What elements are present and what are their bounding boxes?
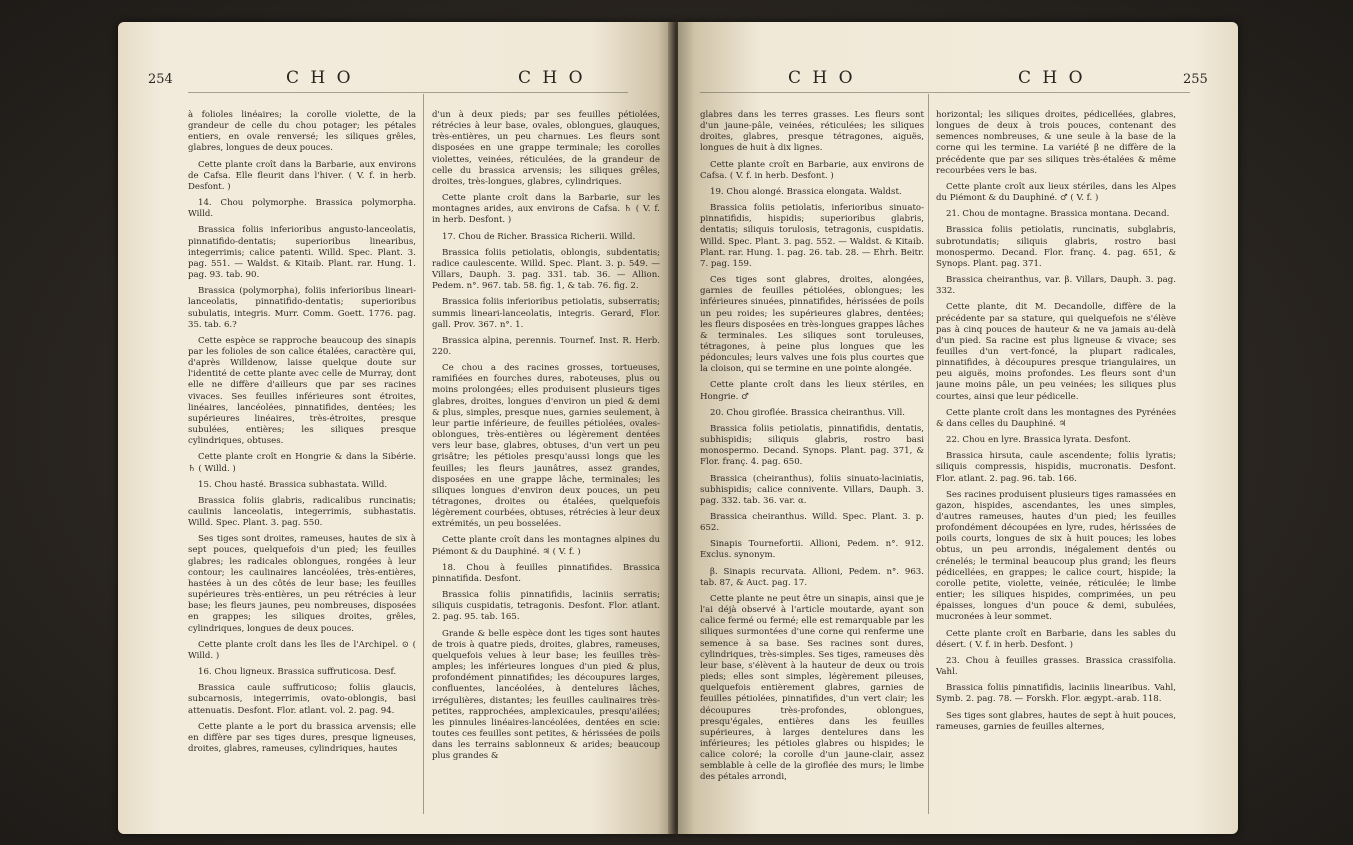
running-header-left: C H O	[788, 68, 856, 88]
paragraph: à folioles linéaires; la corolle violette, de la grandeur de celle du chou potager; les pétales entiers, en ovale renversé; les siliques grêles, glabres, longues de deux pouces.	[188, 110, 416, 154]
paragraph: Ses tiges sont droites, rameuses, hautes de six à sept pouces, quelquefois d'un pied; les feuilles glabres; les radicales oblongues, rongées à leur contour; les caulinaires lancéolées, très-entières, hastées à un des côtés de leur base; les feuilles supérieures très-entières, un peu rétrécies à leur base; les fleurs jaunes, peu nombreuses, disposées en grappes; les siliques droites, grêles, cylindriques, longues de deux pouces.	[188, 534, 416, 634]
paragraph: Cette plante croît dans les îles de l'Archipel. ⊙ ( Willd. )	[188, 639, 416, 661]
paragraph: Ce chou a des racines grosses, tortueuses, ramifiées en fourches dures, raboteuses, plus ou moins prolongées; elles produisent plusieurs tiges glabres, droites, longues d'environ un pied & demi & plus, simples, presque nues, garnies seulement, à leur partie inférieure, de feuilles pétiolées, ovales-oblongues, très-entières ou légèrement dentées vers leur base, glabres, obtuses, d'un vert un peu grisâtre; les pétioles presqu'aussi longs que les feuilles; les fleurs jaunâtres, assez grandes, disposées en une grappe lâche, terminales; les siliques longues d'environ deux pouces, un peu tétragones, droites ou étalées, quelquefois légèrement courbées, obtuses, rétrécies à leur deux extrémités, un peu bosselées.	[432, 363, 660, 530]
paragraph: Sinapis Tournefortii. Allioni, Pedem. n°. 912. Exclus. synonym.	[700, 539, 924, 561]
paragraph: Brassica foliis glabris, radicalibus runcinatis; caulinis lanceolatis, integerrimis, subhastatis. Willd. Spec. Plant. 3. pag. 550.	[188, 495, 416, 529]
paragraph: Brassica alpina, perennis. Tournef. Inst. R. Herb. 220.	[432, 335, 660, 357]
paragraph: Cette plante croît en Hongrie & dans la Sibérie. ♄ ( Willd. )	[188, 452, 416, 474]
running-header-right: C H O	[1018, 68, 1086, 88]
paragraph: 20. Chou giroflée. Brassica cheiranthus. Vill.	[710, 407, 906, 418]
left-page	[118, 22, 674, 834]
paragraph: 22. Chou en lyre. Brassica lyrata. Desfont.	[946, 435, 1131, 446]
paragraph: Brassica cheiranthus. Willd. Spec. Plant. 3. p. 652.	[700, 512, 924, 534]
text-column-2	[432, 110, 660, 810]
paragraph: 15. Chou hasté. Brassica subhastata. Willd.	[198, 479, 388, 490]
paragraph: Brassica (polymorpha), foliis inferioribus lineari-lanceolatis, pinnatifido-dentatis; superioribus subulatis, integris. Murr. Comm. Goett. 1776. pag. 35. tab. 6.?	[188, 286, 416, 330]
page-number: 254	[148, 72, 173, 87]
paragraph: Brassica foliis pinnatifidis, laciniis linearibus. Vahl, Symb. 2. pag. 78. — Forskh. Flor. ægypt.-arab. 118.	[936, 683, 1176, 705]
paragraph: Brassica foliis inferioribus angusto-lanceolatis, pinnatifido-dentatis; superioribus linearibus, integerrimis; calice patenti. Willd. Spec. Plant. 3. pag. 551. — Waldst. & Kitaib. Plant. rar. Hung. 1. pag. 93. tab. 90.	[188, 225, 416, 281]
paragraph: 21. Chou de montagne. Brassica montana. Decand.	[946, 209, 1170, 220]
paragraph: Cette plante croît en Barbarie, aux environs de Cafsa. ( V. f. in herb. Desfont. )	[700, 159, 924, 181]
paragraph: 19. Chou alongé. Brassica elongata. Waldst.	[710, 186, 902, 197]
paragraph: Cette plante croît dans les montagnes des Pyrénées & dans celles du Dauphiné. ♃	[936, 407, 1176, 429]
paragraph: Brassica cheiranthus, var. β. Villars, Dauph. 3. pag. 332.	[936, 275, 1176, 297]
paragraph: β. Sinapis recurvata. Allioni, Pedem. n°. 963. tab. 87, & Auct. pag. 17.	[700, 566, 924, 588]
column-divider	[423, 94, 424, 814]
paragraph: 18. Chou à feuilles pinnatifides. Brassica pinnatifida. Desfont.	[432, 562, 660, 584]
paragraph: Brassica foliis inferioribus petiolatis, subserratis; summis lineari-lanceolatis, integris. Gerard, Flor. gall. Prov. 367. n°. 1.	[432, 297, 660, 330]
paragraph: Brassica foliis petiolatis, inferioribus sinuato-pinnatifidis, hispidis; superioribus glabris, dentatis; siliquis torulosis, tetragonis, cuspidatis. Willd. Spec. Plant. 3. pag. 552. — Waldst. & Kitaib. Plant. rar. Hung. 1. pag. 26. tab. 28. — Ehrh. Beitr. 7. pag. 159.	[700, 203, 924, 269]
running-header-right: C H O	[518, 68, 586, 88]
header-rule	[188, 92, 628, 93]
paragraph: Brassica foliis pinnatifidis, laciniis serratis; siliquis cuspidatis, tetragonis. Desfont. Flor. atlant. 2. pag. 95. tab. 165.	[432, 590, 660, 623]
paragraph: Cette espèce se rapproche beaucoup des sinapis par les folioles de son calice étalées, caractère qui, d'après Willdenow, laisse quelque doute sur l'identité de cette plante avec celle de Murray, dont elle ne diffère d'ailleurs que par ses racines vivaces. Ses feuilles inférieures sont étroites, linéaires, lancéolées, pinnatifides, dentées; les supérieures linéaires, très-étroites, presque subulées, entières; les siliques presque cylindriques, obtuses.	[188, 335, 416, 447]
paragraph: 17. Chou de Richer. Brassica Richerii. Willd.	[442, 231, 636, 242]
paragraph: Cette plante croît aux lieux stériles, dans les Alpes du Piémont & du Dauphiné. ♂ ( V. f. )	[936, 181, 1176, 204]
paragraph: Brassica caule suffruticoso; foliis glaucis, subcarnosis, integerrimis, ovato-oblongis, basi attenuatis. Desfont. Flor. atlant. vol. 2. pag. 94.	[188, 683, 416, 716]
paragraph: Brassica (cheiranthus), foliis sinuato-laciniatis, subhispidis; calice connivente. Villars, Dauph. 3. pag. 332. tab. 36. var. α.	[700, 473, 924, 506]
paragraph: Grande & belle espèce dont les tiges sont hautes de trois à quatre pieds, droites, glabres, rameuses, quelquefois velues à leur base; les feuilles très-amples; les inférieures longues d'un pied & plus, profondément pinnatifides; les découpures larges, confluentes, lancéolées, à dentelures lâches, irrégulières, distantes; les feuilles caulinaires très-petites, rapprochées, amplexicaules, presqu'ailées; les pinnules linéaires-lancéolées, dentées en scie: toutes ces feuilles sont petites, & hérissées de poils dans les terrains sablonneux & arides; beaucoup plus grandes &	[432, 628, 660, 762]
paragraph: Brassica foliis petiolatis, runcinatis, subglabris, subrotundatis; siliquis glabris, rostro basi monospermo. Decand. Flor. franç. 4. pag. 651, & Synops. Plant. pag. 371.	[936, 225, 1176, 269]
paragraph: Cette plante croît dans la Barbarie, aux environs de Cafsa. Elle fleurit dans l'hiver. ( V. f. in herb. Desfont. )	[188, 159, 416, 192]
page-number: 255	[1183, 72, 1208, 87]
paragraph: Cette plante ne peut être un sinapis, ainsi que je l'ai déjà observé à l'article moutarde, ayant son calice fermé ou fermé; elle est remarquable par les siliques surmontées d'une corne qui renferme une semence à sa base. Ses racines sont dures, cylindriques, très-simples. Ses tiges, rameuses dès leur base, s'élèvent à la hauteur de deux ou trois pieds; elles sont simples, légèrement pileuses, quelquefois entièrement glabres, garnies de feuilles pétiolées, pinnatifides, d'un vert clair; les découpures très-profondes, oblongues, presqu'égales, entières dans les feuilles supérieures, à larges dentelures dans les inférieures; les pétioles glabres ou hispides; le calice coloré; la corolle d'un jaune-clair, assez semblable à celle de la giroflée des murs; le limbe des pétales arrondi,	[700, 593, 924, 783]
column-divider	[928, 94, 929, 814]
text-column-2	[936, 110, 1176, 810]
paragraph: glabres dans les terres grasses. Les fleurs sont d'un jaune-pâle, veinées, réticulées; les siliques droites, glabres, presque tétragones, aiguës, longues de huit à dix lignes.	[700, 110, 924, 154]
paragraph: Ses tiges sont glabres, hautes de sept à huit pouces, rameuses, garnies de feuilles alternes,	[936, 710, 1176, 732]
text-column-1	[188, 110, 416, 810]
text-column-1	[700, 110, 924, 810]
paragraph: Cette plante, dit M. Decandolle, diffère de la précédente par sa stature, qui quelquefois ne s'élève pas à cinq pouces de hauteur & ne va jamais au-delà d'un pied. Sa racine est plus ligneuse & vivace; ses feuilles d'un vert-foncé, la plupart radicales, pinnatifides, à découpures presque triangulaires, un peu aiguës, moins profondes. Les fleurs sont d'un jaune moins pâle, un peu veinées; les siliques plus courtes, ainsi que leur pédicelle.	[936, 302, 1176, 402]
paragraph: Brassica foliis petiolatis, oblongis, subdentatis; radice caulescente. Willd. Spec. Plant. 3. p. 549. — Villars, Dauph. 3. pag. 331. tab. 36. — Allion. Pedem. n°. 967. tab. 58. fig. 1, & tab. 76. fig. 2.	[432, 247, 660, 292]
header-rule	[700, 92, 1190, 93]
paragraph: Cette plante croît dans les montagnes alpines du Piémont & du Dauphiné. ♃ ( V. f. )	[432, 535, 660, 557]
paragraph: Ses racines produisent plusieurs tiges ramassées en gazon, hispides, ascendantes, les unes simples, d'autres rameuses, hautes d'un pied; les feuilles profondément découpées en lyre, rudes, hérissées de poils courts, longues de six à huit pouces; les lobes obtus, un peu arrondis, inégalement dentés ou crénelés; le terminal beaucoup plus grand; les fleurs pédicellées, en grappes; le calice court, hispide; la corolle petite, violette, veinée, réticulée; le limbe entier; les siliques hispides, comprimées, un peu épaisses, longues d'un pouce & demi, subulées, mucronées à leur sommet.	[936, 489, 1176, 623]
running-header-left: C H O	[286, 68, 354, 88]
paragraph: Ces tiges sont glabres, droites, alongées, garnies de feuilles pétiolées, oblongues; les inférieures sinuées, pinnatifides, hérissées de poils un peu roides; les supérieures glabres, dentées; les fleurs disposées en très-longues grappes lâches & terminales. Les siliques sont toruleuses, tétragones, à peine plus longues que les pédoncules; leurs valves une fois plus courtes que la cloison, qui se termine en une pointe alongée.	[700, 275, 924, 375]
right-page	[678, 22, 1238, 834]
paragraph: 14. Chou polymorphe. Brassica polymorpha. Willd.	[188, 198, 416, 220]
paragraph: Brassica foliis petiolatis, pinnatifidis, dentatis, subhispidis; siliquis glabris, rostro basi monospermo. Decand. Synops. Plant. pag. 371, & Flor. franç. 4. pag. 650.	[700, 423, 924, 468]
paragraph: horizontal; les siliques droites, pédicellées, glabres, longues de deux à trois pouces, contenant des semences nombreuses, & une seule à la base de la corne qui les termine. La variété β ne diffère de la précédente que par ses siliques très-étalées & même recourbées vers le bas.	[936, 110, 1176, 176]
paragraph: Brassica hirsuta, caule ascendente; foliis lyratis; siliquis compressis, hispidis, mucronatis. Desfont. Flor. atlant. 2. pag. 96. tab. 166.	[936, 451, 1176, 484]
paragraph: 16. Chou ligneux. Brassica suffruticosa. Desf.	[198, 667, 397, 678]
paragraph: d'un à deux pieds; par ses feuilles pétiolées, rétrécies à leur base, ovales, oblongues, glauques, très-entières, un peu charnues. Les fleurs sont disposées en une grappe terminale; les corolles violettes, veinées, réticulées, de la grandeur de celle du brassica arvensis; les siliques grêles, droites, très-longues, glabres, cylindriques.	[432, 110, 660, 187]
paragraph: Cette plante croît dans la Barbarie, sur les montagnes arides, aux environs de Cafsa. ♄ ( V. f. in herb. Desfont. )	[432, 193, 660, 226]
paragraph: 23. Chou à feuilles grasses. Brassica crassifolia. Vahl.	[936, 655, 1176, 678]
paragraph: Cette plante croît dans les lieux stériles, en Hongrie. ♂	[700, 380, 924, 402]
paragraph: Cette plante croît en Barbarie, dans les sables du désert. ( V. f. in herb. Desfont. )	[936, 628, 1176, 650]
paragraph: Cette plante a le port du brassica arvensis; elle en diffère par ses tiges dures, presque ligneuses, droites, glabres, rameuses, cylindriques, hautes	[188, 721, 416, 754]
